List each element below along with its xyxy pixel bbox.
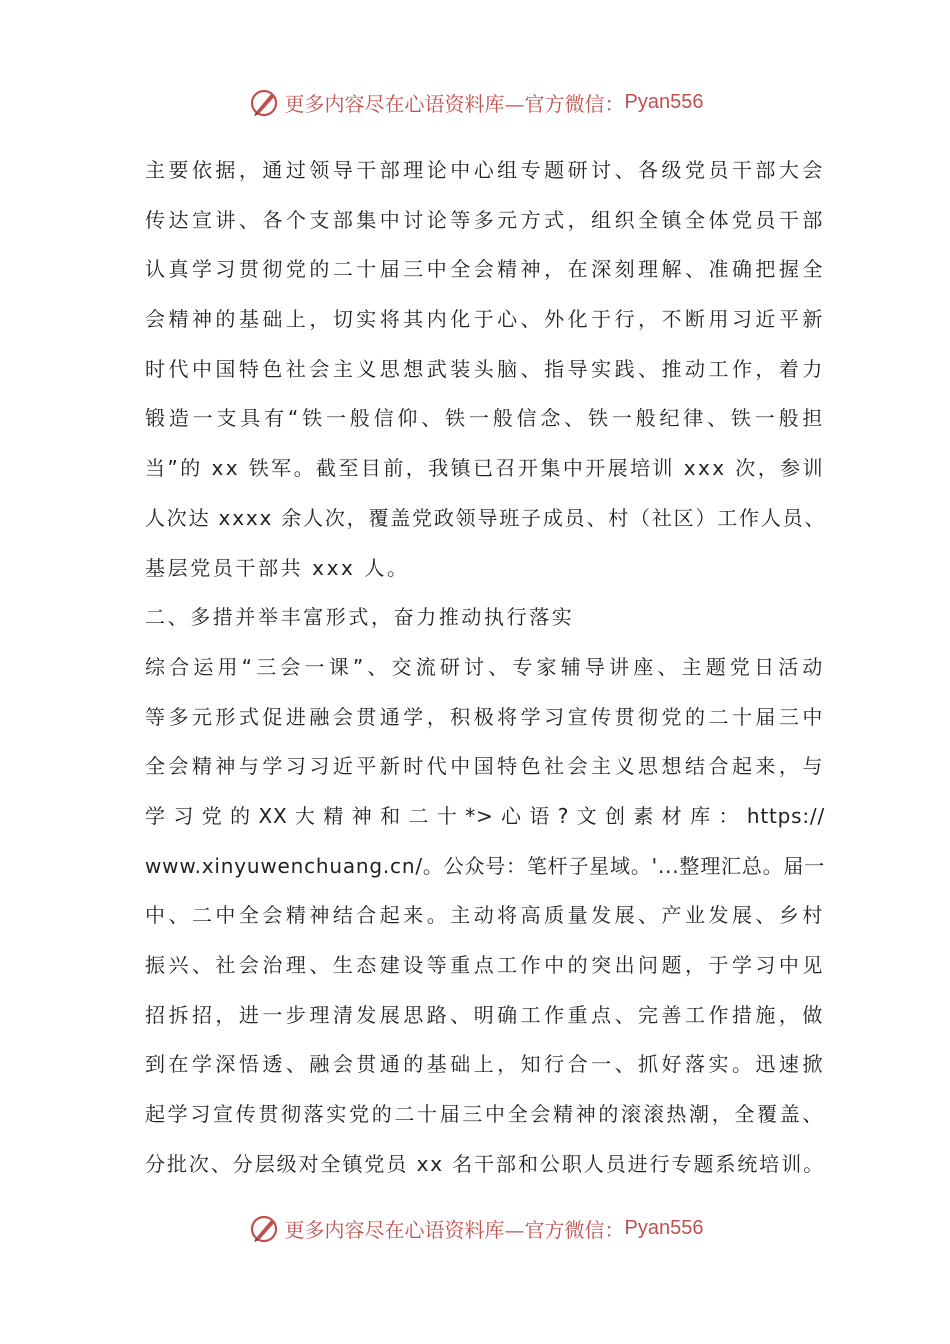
text-line: 中、二中全会精神结合起来。主动将高质量发展、产业发展、乡村: [145, 903, 825, 928]
text-line: 招拆招，进一步理清发展思路、明确工作重点、完善工作措施，做: [145, 1002, 825, 1027]
text-line: 全会精神与学习习近平新时代中国特色社会主义思想结合起来，与: [145, 754, 825, 779]
text-line: www.xinyuwenchuang.cn/。公众号：笔杆子星域。'...整理汇总。届一: [145, 853, 826, 878]
text-line: 锻造一支具有“铁一般信仰、铁一般信念、铁一般纪律、铁一般担: [145, 406, 825, 431]
text-line: 起学习宣传贯彻落实党的二十届三中全会精神的滚滚热潮，全覆盖、: [145, 1102, 825, 1127]
watermark-id: Pyan556: [624, 90, 704, 113]
text-line: 时代中国特色社会主义思想武装头脑、指导实践、推动工作，着力: [145, 356, 825, 381]
document-body: [145, 146, 825, 1189]
text-line: 会精神的基础上，切实将其内化于心、外化于行，不断用习近平新: [145, 307, 825, 332]
watermark-header: [0, 82, 950, 122]
text-line: 当”的 xx 铁军。截至目前，我镇已召开集中开展培训 xxx 次，参训: [145, 456, 825, 481]
watermark-footer: [0, 1208, 950, 1248]
watermark-text: 更多内容尽在心语资料库—官方微信：: [284, 91, 625, 116]
text-line: 振兴、社会治理、生态建设等重点工作中的突出问题，于学习中见: [145, 953, 825, 977]
text-line: 等多元形式促进融会贯通学，积极将学习宣传贯彻党的二十届三中: [145, 704, 825, 729]
section-heading: 二、多措并举丰富形式，奋力推动执行落实: [145, 605, 575, 630]
text-line: 基层党员干部共 xxx 人。: [145, 555, 410, 580]
text-line: 人次达 xxxx 余人次，覆盖党政领导班子成员、村（社区）工作人员、: [145, 505, 827, 530]
text-line: 学 习 党 的 XX 大 精 神 和 二 十 *> 心 语 ? 文 创 素 材 库 ： https://: [145, 803, 825, 828]
text-line: 传达宣讲、各个支部集中讨论等多元方式，组织全镇全体党员干部: [145, 207, 825, 232]
watermark-text: 更多内容尽在心语资料库—官方微信：: [284, 1217, 625, 1242]
text-line: 分批次、分层级对全镇党员 xx 名干部和公职人员进行专题系统培训。: [145, 1151, 825, 1176]
text-line: 到在学深悟透、融会贯通的基础上，知行合一、抓好落实。迅速掀: [145, 1052, 825, 1077]
text-line: 综合运用“三会一课”、交流研讨、专家辅导讲座、主题党日活动: [145, 654, 825, 679]
text-line: 认真学习贯彻党的二十届三中全会精神，在深刻理解、准确把握全: [145, 257, 825, 282]
watermark-id: Pyan556: [624, 1216, 704, 1239]
pen-logo-icon: [247, 85, 281, 119]
text-line: 主要依据，通过领导干部理论中心组专题研讨、各级党员干部大会: [145, 158, 825, 182]
pen-logo-icon: [247, 1211, 281, 1245]
